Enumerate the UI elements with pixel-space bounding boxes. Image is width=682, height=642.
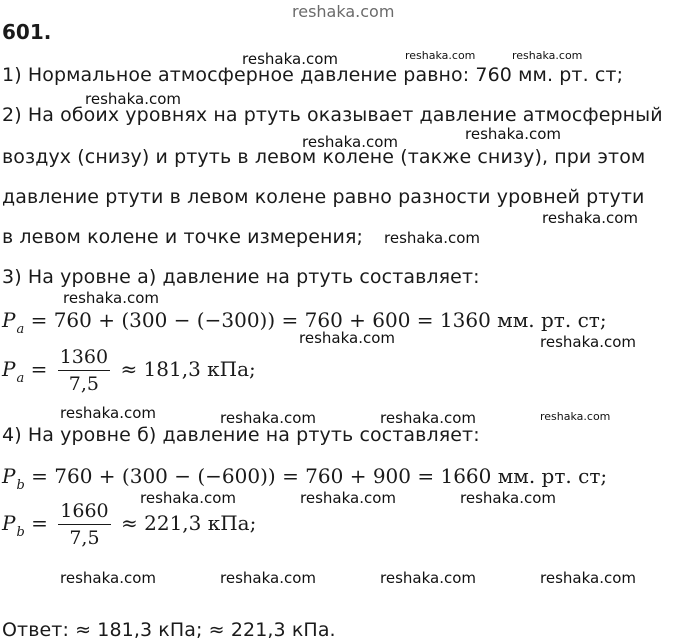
answer-line: Ответ: ≈ 181,3 кПа; ≈ 221,3 кПа. — [2, 619, 336, 641]
pa2-denominator: 7,5 — [68, 373, 99, 395]
pa2-numerator: 1360 — [58, 346, 110, 371]
watermark: reshaka.com — [460, 489, 556, 507]
pa2-fraction — [58, 346, 110, 395]
text-line-1: 1) Нормальное атмосферное давление равно: 760 мм. рт. ст; — [2, 64, 624, 86]
pb2-result: ≈ 221,3 кПа; — [121, 511, 257, 535]
watermark: reshaka.com — [60, 569, 156, 587]
pb-expression: = 760 + (300 − (−600)) = 760 + 900 = 1660 мм. рт. ст; — [31, 464, 608, 488]
pb2-sub: b — [16, 525, 25, 540]
watermark: reshaka.com — [300, 489, 396, 507]
watermark: reshaka.com — [380, 569, 476, 587]
text-line-2: 2) На обоих уровнях на ртуть оказывает давление атмосферный — [2, 104, 663, 126]
watermark: reshaka.com — [540, 333, 636, 351]
watermark: reshaka.com — [220, 569, 316, 587]
pa2-eq: = — [30, 357, 48, 381]
pb2-denominator: 7,5 — [69, 527, 100, 549]
watermark: reshaka.com — [60, 404, 156, 422]
task-number: 601. — [2, 20, 52, 44]
watermark: reshaka.com — [540, 569, 636, 587]
watermark: reshaka.com — [302, 133, 398, 151]
pb-var: P — [2, 464, 16, 488]
watermark: reshaka.com — [542, 209, 638, 227]
pa2-result: ≈ 181,3 кПа; — [120, 357, 256, 381]
text-line-3: воздух (снизу) и ртуть в левом колене (также снизу), при этом — [2, 146, 646, 168]
text-line-8: 4) На уровне б) давление на ртуть составляет: — [2, 424, 480, 446]
watermark: reshaka.com — [299, 329, 395, 347]
text-line-5: в левом колене и точке измерения; — [2, 226, 363, 248]
watermark: reshaka.com — [465, 125, 561, 143]
pb2-numerator: 1660 — [58, 500, 110, 525]
watermark: reshaka.com — [63, 289, 159, 307]
text-line-6: 3) На уровне а) давление на ртуть составляет: — [2, 266, 480, 288]
pa2-var: P — [2, 357, 16, 381]
formula-pa-kpa — [2, 346, 256, 395]
pb2-eq: = — [31, 511, 48, 535]
pa-sub: a — [16, 322, 25, 337]
pa-expression: = 760 + (300 − (−300)) = 760 + 600 = 1360 мм. рт. ст; — [30, 308, 607, 332]
watermark: reshaka.com — [242, 50, 338, 68]
watermark: reshaka.com — [140, 489, 236, 507]
watermark: reshaka.com — [380, 409, 476, 427]
pa2-sub: a — [16, 371, 25, 386]
pb2-fraction — [58, 500, 110, 549]
watermark: reshaka.com — [405, 49, 476, 62]
text-line-4: давление ртути в левом колене равно разности уровней ртути — [2, 186, 645, 208]
pa-var: P — [2, 308, 16, 332]
watermark: reshaka.com — [540, 410, 611, 423]
formula-pb-kpa — [2, 500, 256, 549]
pb2-var: P — [2, 511, 16, 535]
formula-pb — [2, 464, 608, 493]
watermark-top: reshaka.com — [292, 2, 395, 21]
watermark: reshaka.com — [384, 229, 480, 247]
watermark: reshaka.com — [512, 49, 583, 62]
watermark: reshaka.com — [85, 90, 181, 108]
watermark: reshaka.com — [220, 409, 316, 427]
pb-sub: b — [16, 478, 25, 493]
